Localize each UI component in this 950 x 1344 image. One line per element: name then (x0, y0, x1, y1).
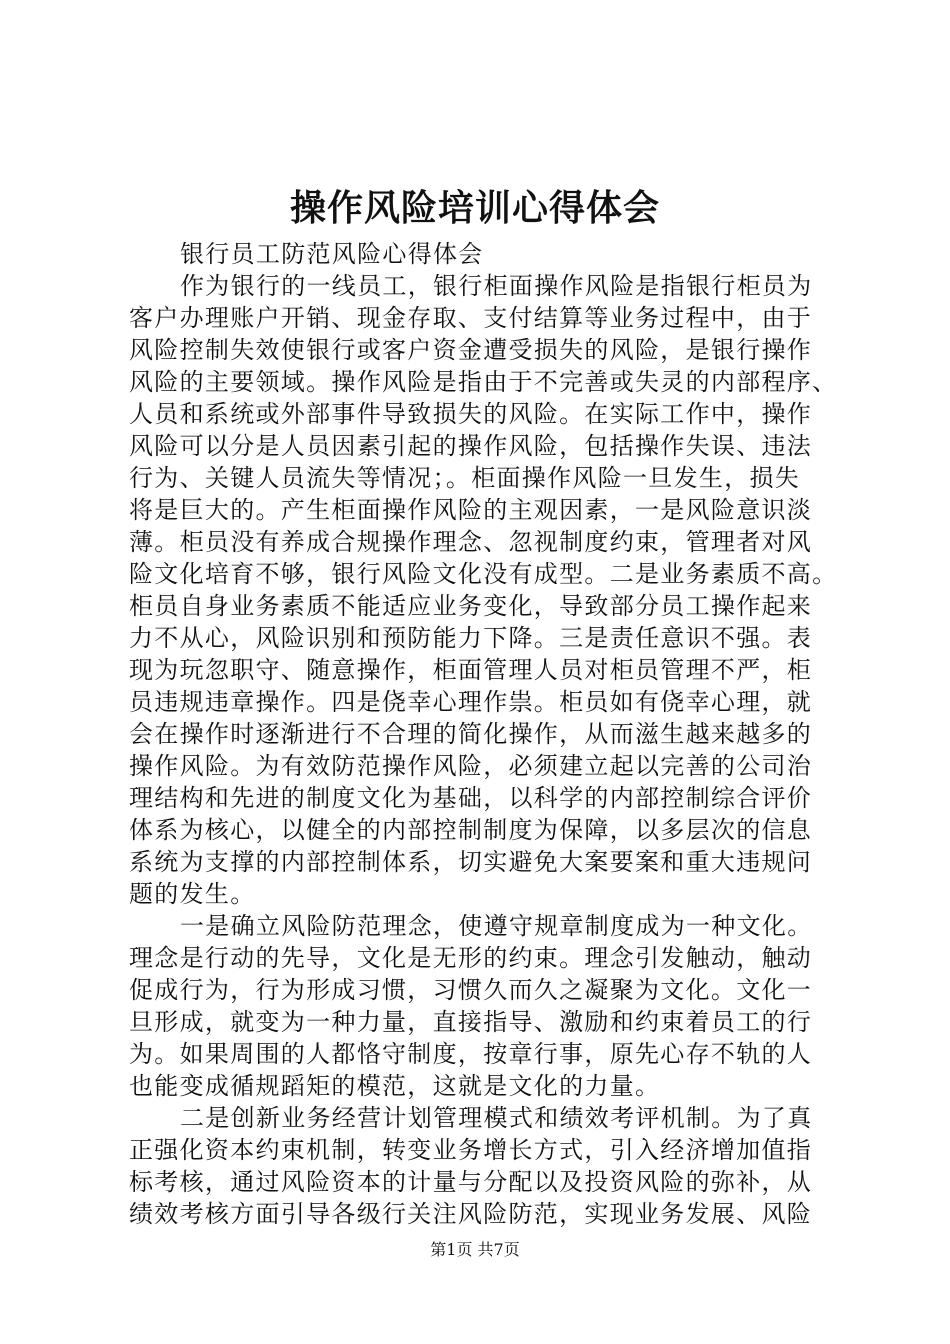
paragraph-line: 客户办理账户开销、现金存取、支付结算等业务过程中，由于 (129, 304, 813, 332)
paragraph-line: 体系为核心，以健全的内部控制制度为保障，以多层次的信息 (129, 816, 813, 844)
paragraph-line: 风险的主要领域。操作风险是指由于不完善或失灵的内部程序、 (129, 368, 838, 396)
paragraph-line: 作为银行的一线员工，银行柜面操作风险是指银行柜员为 (180, 272, 813, 300)
paragraph-line: 风险可以分是人员因素引起的操作风险，包括操作失误、违法 (129, 432, 813, 460)
paragraph-line: 员违规违章操作。四是侥幸心理作祟。柜员如有侥幸心理，就 (129, 688, 813, 716)
paragraph-line: 标考核，通过风险资本的计量与分配以及投资风险的弥补，从 (129, 1168, 813, 1196)
paragraph-line: 行为、关键人员流失等情况；。柜面操作风险一旦发生，损失 (129, 464, 801, 492)
paragraph-line: 旦形成，就变为一种力量，直接指导、激励和约束着员工的行 (129, 1008, 813, 1036)
paragraph-line: 也能变成循规蹈矩的模范，这就是文化的力量。 (129, 1072, 661, 1100)
paragraph-line: 现为玩忽职守、随意操作，柜面管理人员对柜员管理不严，柜 (129, 656, 813, 684)
paragraph-line: 促成行为，行为形成习惯，习惯久而久之凝聚为文化。文化一 (129, 976, 813, 1004)
paragraph-line: 为。如果周围的人都恪守制度，按章行事，原先心存不轨的人 (129, 1040, 813, 1068)
paragraph-line: 将是巨大的。产生柜面操作风险的主观因素，一是风险意识淡 (129, 496, 813, 524)
paragraph-line: 绩效考核方面引导各级行关注风险防范，实现业务发展、风险 (129, 1200, 813, 1228)
paragraph-line: 操作风险。为有效防范操作风险，必须建立起以完善的公司治 (129, 752, 813, 780)
paragraph-line: 二是创新业务经营计划管理模式和绩效考评机制。为了真 (180, 1104, 813, 1132)
paragraph-line: 风险控制失效使银行或客户资金遭受损失的风险，是银行操作 (129, 336, 813, 364)
paragraph-line: 正强化资本约束机制，转变业务增长方式，引入经济增加值指 (129, 1136, 813, 1164)
paragraph-line: 力不从心，风险识别和预防能力下降。三是责任意识不强。表 (129, 624, 813, 652)
document-title: 操作风险培训心得体会 (289, 187, 660, 229)
paragraph-line: 柜员自身业务素质不能适应业务变化，导致部分员工操作起来 (129, 592, 813, 620)
paragraph-line: 人员和系统或外部事件导致损失的风险。在实际工作中，操作 (129, 400, 813, 428)
subtitle-line: 银行员工防范风险心得体会 (180, 240, 484, 268)
paragraph-line: 系统为支撑的内部控制体系，切实避免大案要案和重大违规问 (129, 848, 813, 876)
paragraph-line: 理结构和先进的制度文化为基础，以科学的内部控制综合评价 (129, 784, 813, 812)
paragraph-line: 薄。柜员没有养成合规操作理念、忽视制度约束，管理者对风 (129, 528, 813, 556)
paragraph-line: 一是确立风险防范理念，使遵守规章制度成为一种文化。 (180, 912, 813, 940)
paragraph-line: 理念是行动的先导，文化是无形的约束。理念引发触动，触动 (129, 944, 813, 972)
paragraph-line: 会在操作时逐渐进行不合理的简化操作，从而滋生越来越多的 (129, 720, 813, 748)
document-body (129, 238, 838, 1230)
page-footer: 第1页 共7页 (430, 1240, 520, 1259)
paragraph-line: 险文化培育不够，银行风险文化没有成型。二是业务素质不高。 (129, 560, 838, 588)
paragraph-line: 题的发生。 (129, 880, 256, 908)
